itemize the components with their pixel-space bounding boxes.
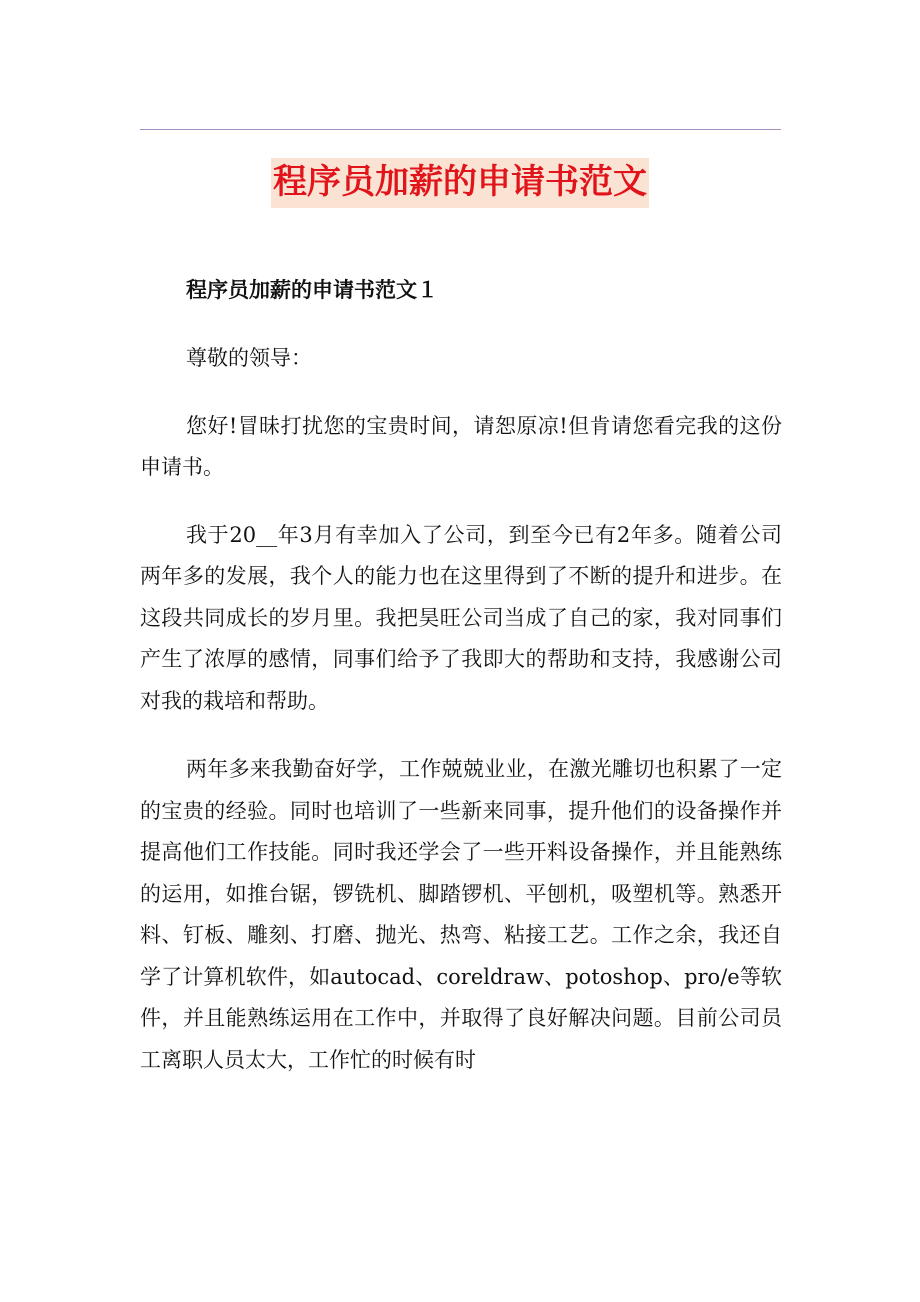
section-heading: 程序员加薪的申请书范文１ — [186, 277, 438, 302]
paragraph-1: 您好!冒昧打扰您的宝贵时间，请恕原凉!但肯请您看完我的这份申请书。 — [140, 413, 782, 479]
title-container — [0, 158, 920, 208]
paragraph-2: 我于20__年3月有幸加入了公司，到至今已有2年多。随着公司两年多的发展，我个人的能力也在这里得到了不断的提升和进步。在这段共同成长的岁月里。我把昊旺公司当成了自己的家，我对同事们产生了浓厚的感情，同事们给予了我即大的帮助和支持，我感谢公司对我的栽培和帮助。 — [140, 522, 782, 713]
paragraph-3: 两年多来我勤奋好学，工作兢兢业业，在激光雕切也积累了一定的宝贵的经验。同时也培训了一些新来同事，提升他们的设备操作并提高他们工作技能。同时我还学会了一些开料设备操作，并且能熟练的运用，如推台锯，锣铣机、脚踏锣机、平刨机，吸塑机等。熟悉开料、钉板、雕刻、打磨、抛光、热弯、粘接工艺。工作之余，我还自学了计算机软件，如autocad、coreldraw、potoshop、pro/e等软件，并且能熟练运用在工作中，并取得了良好解决问题。目前公司员工离职人员太大，工作忙的时候有时 — [140, 757, 782, 1072]
greeting: 尊敬的领导： — [186, 346, 312, 370]
header-rule — [140, 129, 781, 130]
document-body — [140, 272, 782, 1081]
document-title: 程序员加薪的申请书范文 — [271, 158, 649, 208]
